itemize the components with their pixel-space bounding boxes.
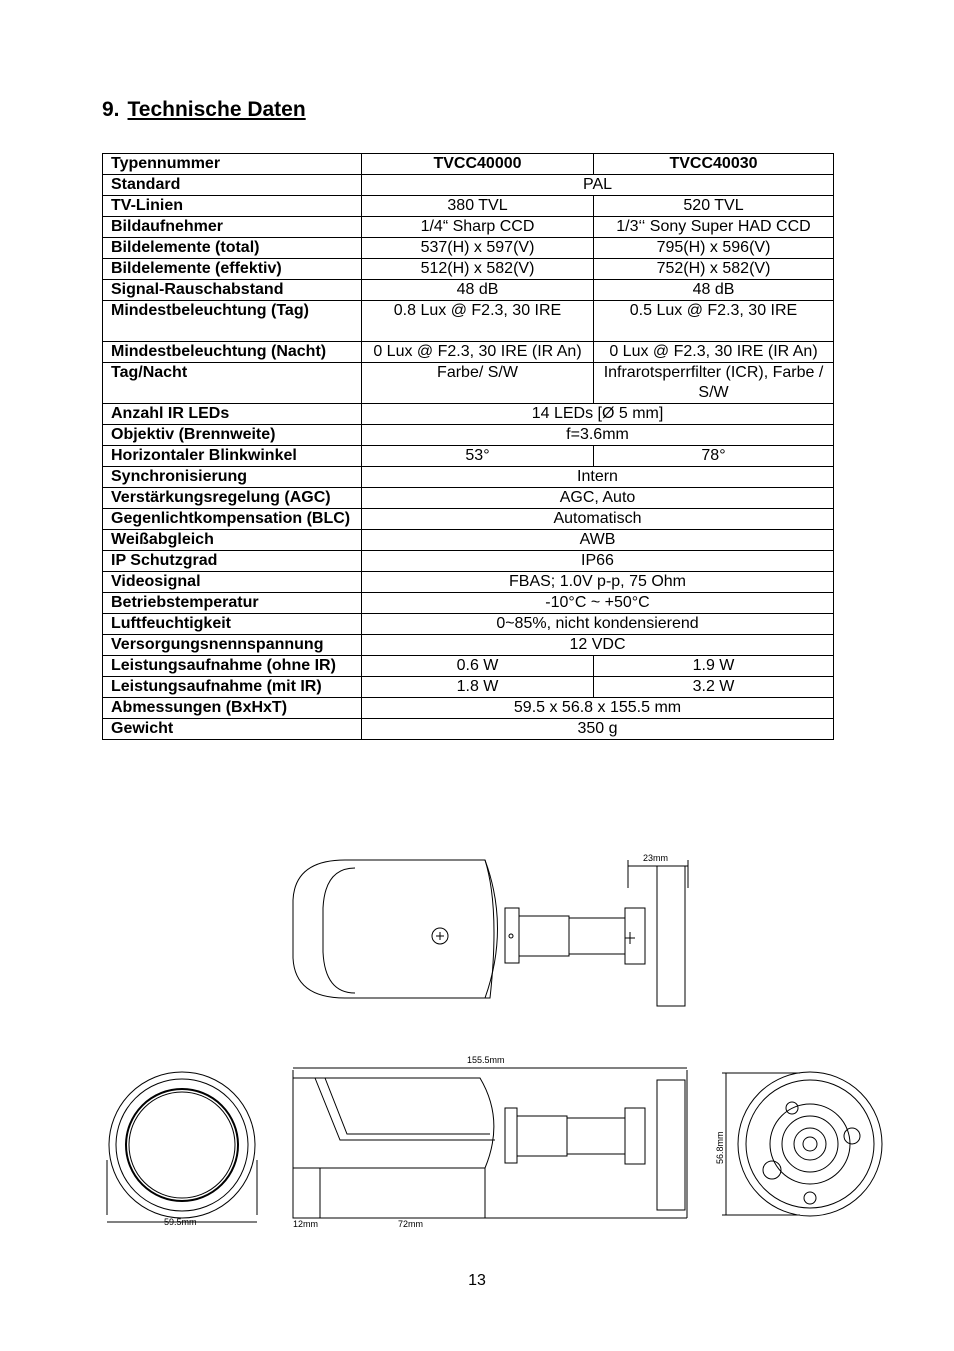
row-label: Mindestbeleuchtung (Nacht) xyxy=(103,342,362,363)
row-label: IP Schutzgrad xyxy=(103,551,362,572)
row-value-1: Farbe/ S/W xyxy=(362,363,594,404)
row-value: 0~85%, nicht kondensierend xyxy=(362,614,834,635)
row-label: Mindestbeleuchtung (Tag) xyxy=(103,301,362,342)
row-value: PAL xyxy=(362,175,834,196)
row-value-1: 0.8 Lux @ F2.3, 30 IRE xyxy=(362,301,594,342)
row-label: Gegenlichtkompensation (BLC) xyxy=(103,509,362,530)
dim-width-label: 59.5mm xyxy=(164,1217,197,1227)
row-value: AGC, Auto xyxy=(362,488,834,509)
dim-depth-label: 23mm xyxy=(643,853,669,863)
row-value: 14 LEDs [Ø 5 mm] xyxy=(362,404,834,425)
row-label: Verstärkungsregelung (AGC) xyxy=(103,488,362,509)
row-label: Weißabgleich xyxy=(103,530,362,551)
row-label: Videosignal xyxy=(103,572,362,593)
row-value-1: 1.8 W xyxy=(362,677,594,698)
table-row xyxy=(103,551,834,572)
row-value-1: 0.6 W xyxy=(362,656,594,677)
table-row xyxy=(103,342,834,363)
row-value-1: 380 TVL xyxy=(362,196,594,217)
table-row xyxy=(103,488,834,509)
row-value-2: 795(H) x 596(V) xyxy=(594,238,834,259)
table-row xyxy=(103,259,834,280)
row-label: Versorgungsnennspannung xyxy=(103,635,362,656)
table-row xyxy=(103,677,834,698)
row-value-2: 48 dB xyxy=(594,280,834,301)
row-label: Gewicht xyxy=(103,719,362,740)
row-value: IP66 xyxy=(362,551,834,572)
table-row xyxy=(103,175,834,196)
table-row xyxy=(103,425,834,446)
row-label: Bildelemente (effektiv) xyxy=(103,259,362,280)
table-row xyxy=(103,719,834,740)
table-row xyxy=(103,656,834,677)
dim-front-label: 12mm xyxy=(293,1219,319,1229)
camera-front-view-drawing xyxy=(102,1070,267,1235)
camera-rear-view-drawing xyxy=(712,1068,892,1220)
row-value-1: 0 Lux @ F2.3, 30 IRE (IR An) xyxy=(362,342,594,363)
table-row xyxy=(103,217,834,238)
section-heading xyxy=(102,98,306,122)
row-value: 350 g xyxy=(362,719,834,740)
row-value: Automatisch xyxy=(362,509,834,530)
row-value: FBAS; 1.0V p-p, 75 Ohm xyxy=(362,572,834,593)
row-value-2: Infrarotsperrfilter (ICR), Farbe / S/W xyxy=(594,363,834,404)
row-label: Bildelemente (total) xyxy=(103,238,362,259)
section-title: Technische Daten xyxy=(127,98,306,121)
table-row xyxy=(103,446,834,467)
table-row xyxy=(103,614,834,635)
row-label: Anzahl IR LEDs xyxy=(103,404,362,425)
row-value-1: 48 dB xyxy=(362,280,594,301)
row-label: Signal-Rauschabstand xyxy=(103,280,362,301)
page-number: 13 xyxy=(468,1272,486,1289)
row-value-2: 752(H) x 582(V) xyxy=(594,259,834,280)
header-label: Typennummer xyxy=(103,154,362,175)
row-value-2: 0 Lux @ F2.3, 30 IRE (IR An) xyxy=(594,342,834,363)
table-row xyxy=(103,635,834,656)
row-label: TV-Linien xyxy=(103,196,362,217)
row-value: f=3.6mm xyxy=(362,425,834,446)
table-row xyxy=(103,196,834,217)
row-value: Intern xyxy=(362,467,834,488)
row-label: Standard xyxy=(103,175,362,196)
table-row xyxy=(103,467,834,488)
dim-height-label: 56.8mm xyxy=(715,1131,725,1164)
row-label: Bildaufnehmer xyxy=(103,217,362,238)
row-value-2: 520 TVL xyxy=(594,196,834,217)
row-label: Leistungsaufnahme (ohne IR) xyxy=(103,656,362,677)
camera-side-view-drawing xyxy=(285,848,695,1018)
row-value-2: 3.2 W xyxy=(594,677,834,698)
table-row xyxy=(103,698,834,719)
table-header-row xyxy=(103,154,834,175)
row-label: Tag/Nacht xyxy=(103,363,362,404)
row-value-2: 0.5 Lux @ F2.3, 30 IRE xyxy=(594,301,834,342)
row-value-1: 512(H) x 582(V) xyxy=(362,259,594,280)
row-value: AWB xyxy=(362,530,834,551)
row-value-1: 53° xyxy=(362,446,594,467)
dim-body-label: 72mm xyxy=(398,1219,424,1229)
table-row xyxy=(103,301,834,342)
header-model-1: TVCC40000 xyxy=(362,154,594,175)
table-row xyxy=(103,572,834,593)
table-row xyxy=(103,593,834,614)
spec-table xyxy=(102,153,834,740)
row-label: Horizontaler Blinkwinkel xyxy=(103,446,362,467)
dim-length-label: 155.5mm xyxy=(467,1055,505,1065)
row-label: Betriebstemperatur xyxy=(103,593,362,614)
table-row xyxy=(103,530,834,551)
row-value-2: 78° xyxy=(594,446,834,467)
row-value: 59.5 x 56.8 x 155.5 mm xyxy=(362,698,834,719)
row-label: Leistungsaufnahme (mit IR) xyxy=(103,677,362,698)
header-model-2: TVCC40030 xyxy=(594,154,834,175)
row-value-1: 1/4“ Sharp CCD xyxy=(362,217,594,238)
row-value-1: 537(H) x 597(V) xyxy=(362,238,594,259)
camera-length-view-drawing xyxy=(285,1050,695,1235)
row-value-2: 1/3‘‘ Sony Super HAD CCD xyxy=(594,217,834,238)
row-label: Objektiv (Brennweite) xyxy=(103,425,362,446)
row-label: Synchronisierung xyxy=(103,467,362,488)
row-value: -10°C ~ +50°C xyxy=(362,593,834,614)
table-row xyxy=(103,238,834,259)
table-row xyxy=(103,509,834,530)
row-label: Abmessungen (BxHxT) xyxy=(103,698,362,719)
row-label: Luftfeuchtigkeit xyxy=(103,614,362,635)
table-row xyxy=(103,363,834,404)
table-row xyxy=(103,404,834,425)
section-number: 9. xyxy=(102,98,120,121)
table-row xyxy=(103,280,834,301)
row-value: 12 VDC xyxy=(362,635,834,656)
row-value-2: 1.9 W xyxy=(594,656,834,677)
